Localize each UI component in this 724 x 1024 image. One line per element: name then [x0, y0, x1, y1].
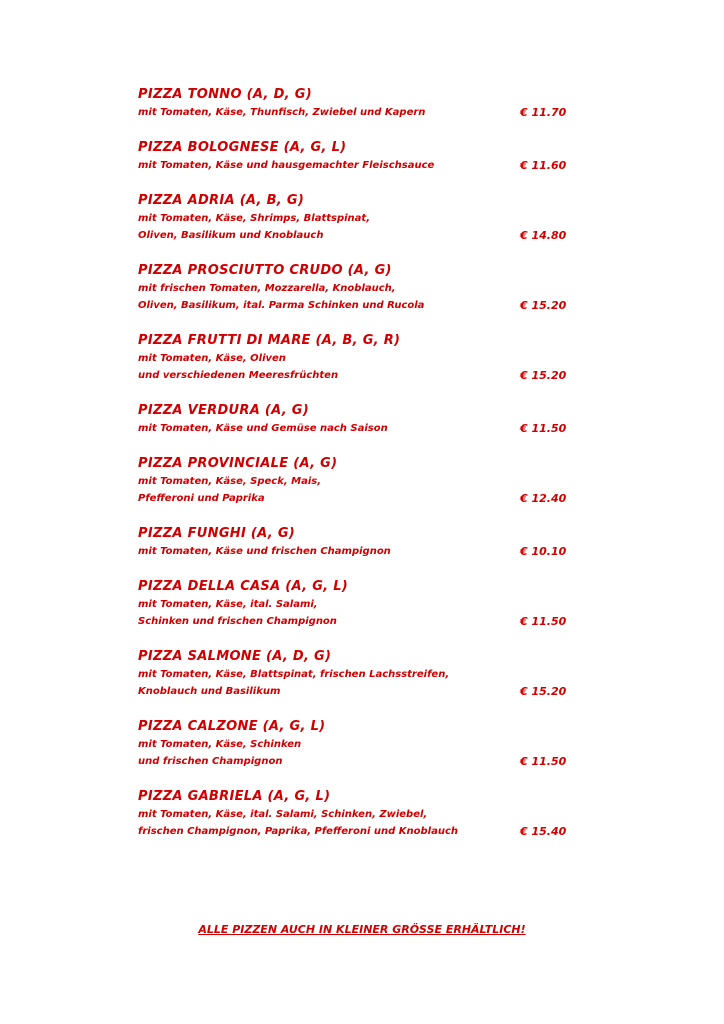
item-description-line: [138, 350, 578, 367]
menu-item: [138, 578, 578, 630]
menu-item: [138, 332, 578, 384]
item-title: PIZZA DELLA CASA (A, G, L): [138, 579, 349, 594]
item-title: PIZZA VERDURA (A, G): [138, 403, 310, 418]
item-price: € 11.50: [520, 422, 567, 435]
item-description-line: [138, 280, 578, 297]
item-description: mit Tomaten, Käse, Blattspinat, frischen Lachsstreifen,: [138, 669, 450, 680]
item-title: PIZZA SALMONE (A, D, G): [138, 649, 332, 664]
footer-note: ALLE PIZZEN AUCH IN KLEINER GRÖSSE ERHÄLTLICH!: [198, 923, 526, 936]
item-description: mit frischen Tomaten, Mozzarella, Knoblauch,: [138, 283, 396, 294]
menu-item: [138, 192, 578, 244]
item-price: € 11.60: [520, 159, 567, 172]
item-description-line: [138, 823, 578, 840]
item-description: mit Tomaten, Käse, Shrimps, Blattspinat,: [138, 213, 370, 224]
item-description: mit Tomaten, Käse, Thunfisch, Zwiebel und Kapern: [138, 107, 426, 118]
menu-item: [138, 788, 578, 840]
item-description: mit Tomaten, Käse, ital. Salami, Schinken, Zwiebel,: [138, 809, 428, 820]
item-description-line: [138, 297, 578, 314]
item-price: € 11.50: [520, 755, 567, 768]
item-price: € 15.20: [520, 685, 567, 698]
item-description-line: [138, 227, 578, 244]
item-price: € 15.20: [520, 299, 567, 312]
item-description-line: [138, 753, 578, 770]
item-description: Knoblauch und Basilikum: [138, 686, 281, 697]
item-description: mit Tomaten, Käse und hausgemachter Fleischsauce: [138, 160, 435, 171]
item-price: € 15.40: [520, 825, 567, 838]
item-description-line: [138, 613, 578, 630]
menu-item: [138, 262, 578, 314]
item-description-line: [138, 210, 578, 227]
item-description: mit Tomaten, Käse und Gemüse nach Saison: [138, 423, 388, 434]
item-description: mit Tomaten, Käse, ital. Salami,: [138, 599, 318, 610]
item-description: Pfefferoni und Paprika: [138, 493, 265, 504]
item-description: Oliven, Basilikum, ital. Parma Schinken und Rucola: [138, 300, 425, 311]
item-title: PIZZA CALZONE (A, G, L): [138, 719, 326, 734]
item-description: mit Tomaten, Käse, Speck, Mais,: [138, 476, 322, 487]
menu-item: [138, 718, 578, 770]
item-title: PIZZA TONNO (A, D, G): [138, 87, 312, 102]
item-title: PIZZA ADRIA (A, B, G): [138, 193, 305, 208]
menu-item: [138, 139, 578, 174]
item-price: € 11.70: [520, 106, 567, 119]
item-description: frischen Champignon, Paprika, Pfefferoni und Knoblauch: [138, 826, 458, 837]
item-description-line: [138, 736, 578, 753]
item-price: € 10.10: [520, 545, 567, 558]
menu-item: [138, 455, 578, 507]
item-price: € 12.40: [520, 492, 567, 505]
item-description-line: [138, 473, 578, 490]
menu-item: [138, 525, 578, 560]
item-description-line: [138, 543, 578, 560]
item-description-line: [138, 490, 578, 507]
item-title: PIZZA BOLOGNESE (A, G, L): [138, 140, 347, 155]
item-description-line: [138, 367, 578, 384]
item-description: Oliven, Basilikum und Knoblauch: [138, 230, 324, 241]
item-description-line: [138, 683, 578, 700]
item-description: mit Tomaten, Käse, Oliven: [138, 353, 286, 364]
menu-item: [138, 648, 578, 700]
item-title: PIZZA GABRIELA (A, G, L): [138, 789, 331, 804]
item-description-line: [138, 666, 578, 683]
menu-item: [138, 402, 578, 437]
item-description-line: [138, 806, 578, 823]
pizza-menu: [138, 86, 578, 858]
item-description: mit Tomaten, Käse und frischen Champignon: [138, 546, 391, 557]
menu-item: [138, 86, 578, 121]
item-title: PIZZA PROSCIUTTO CRUDO (A, G): [138, 263, 392, 278]
item-description: Schinken und frischen Champignon: [138, 616, 337, 627]
item-title: PIZZA PROVINCIALE (A, G): [138, 456, 338, 471]
item-description: mit Tomaten, Käse, Schinken: [138, 739, 302, 750]
item-description-line: [138, 104, 578, 121]
item-price: € 11.50: [520, 615, 567, 628]
item-title: PIZZA FUNGHI (A, G): [138, 526, 296, 541]
item-description-line: [138, 596, 578, 613]
item-description-line: [138, 420, 578, 437]
item-price: € 15.20: [520, 369, 567, 382]
item-title: PIZZA FRUTTI DI MARE (A, B, G, R): [138, 333, 401, 348]
item-price: € 14.80: [520, 229, 567, 242]
item-description-line: [138, 157, 578, 174]
item-description: und frischen Champignon: [138, 756, 283, 767]
item-description: und verschiedenen Meeresfrüchten: [138, 370, 339, 381]
